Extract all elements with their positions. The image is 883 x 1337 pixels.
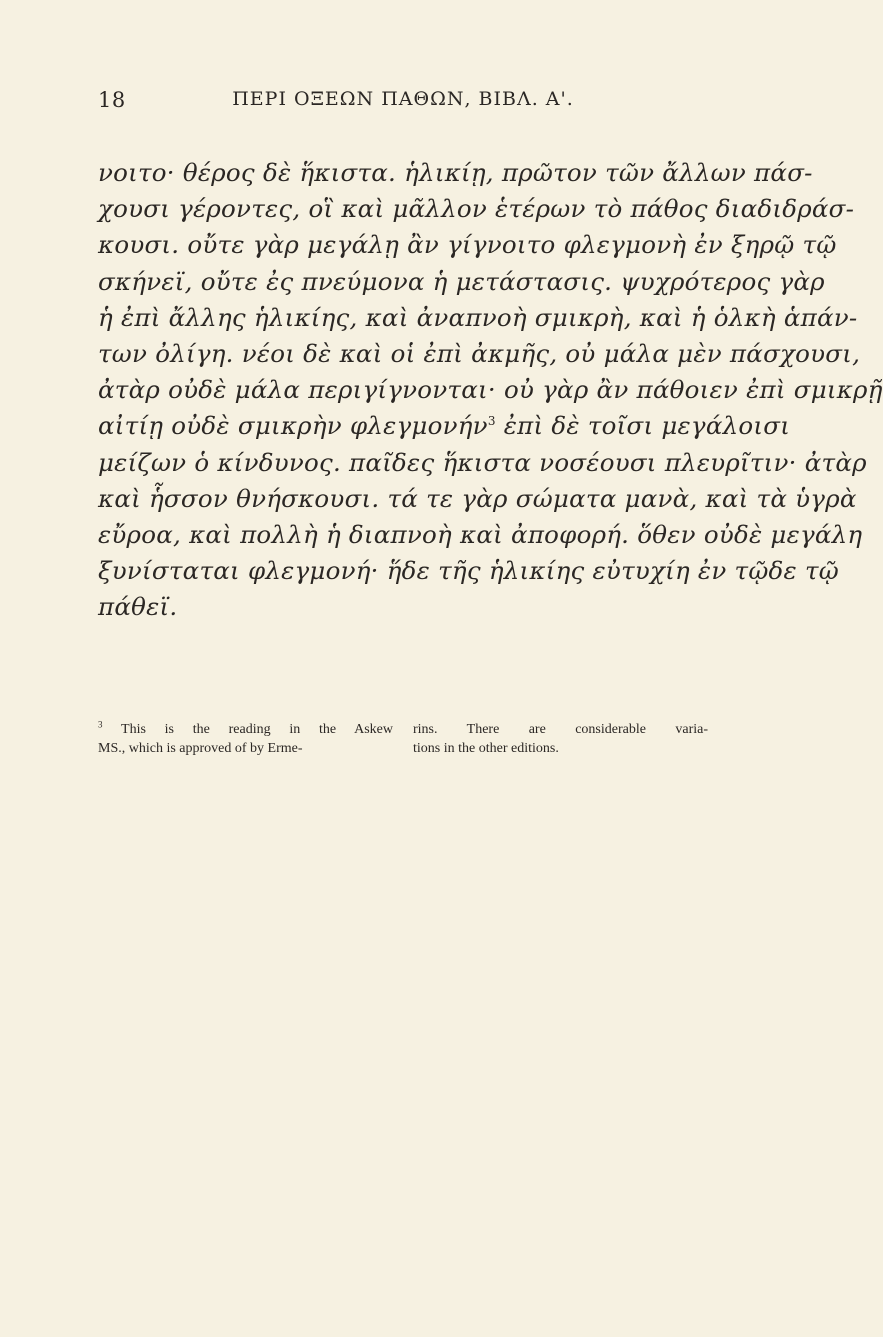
text-line: των ὀλίγη. νέοι δὲ καὶ οἱ ἐπὶ ἀκμῆς, οὐ μάλα μὲν πάσχουσι,: [98, 339, 861, 369]
text-line: καὶ ἧσσον θνήσκουσι. τά τε γὰρ σώματα μανὰ, καὶ τὰ ὑγρὰ: [98, 483, 857, 513]
text-line: εὔροα, καὶ πολλὴ ἡ διαπνοὴ καὶ ἀποφορή. ὅθεν οὐδὲ μεγάλη: [98, 520, 863, 550]
text-line: ἡ ἐπὶ ἄλλης ἡλικίης, καὶ ἀναπνοὴ σμικρὴ, καὶ ἡ ὁλκὴ ἁπάν-: [98, 302, 858, 332]
footnote-marker: 3: [98, 719, 103, 730]
footnote-left-column: [98, 720, 393, 758]
text-line: ξυνίσταται φλεγμονή· ἥδε τῆς ἡλικίης εὐτυχίη ἐν τῷδε τῷ: [98, 556, 840, 586]
footnote: [98, 720, 708, 758]
footnote-line: rins. There are considerable varia-: [413, 722, 708, 737]
text-line: νοιτο· θέρος δὲ ἥκιστα. ἡλικίῃ, πρῶτον τῶν ἄλλων πάσ-: [98, 158, 813, 187]
running-header: [98, 88, 708, 118]
text-line: πάθεϊ.: [98, 592, 178, 622]
footnote-line: tions in the other editions.: [413, 741, 559, 756]
footnote-line: MS., which is approved of by Erme-: [98, 741, 303, 756]
text-line: χουσι γέροντες, οἳ καὶ μᾶλλον ἑτέρων τὸ πάθος διαδιδράσ-: [98, 194, 855, 224]
text-line: ἀτὰρ οὐδὲ μάλα περιγίγνονται· οὐ γὰρ ἂν πάθοιεν ἐπὶ σμικρῇ: [98, 375, 883, 405]
text-line-with-footnote-ref: [98, 408, 791, 444]
greek-main-text: [98, 155, 883, 626]
footnote-line: [98, 720, 393, 739]
page-number: 18: [98, 88, 126, 112]
text-line: μείζων ὁ κίνδυνος. παῖδες ἥκιστα νοσέουσι πλευρῖτιν· ἀτὰρ: [98, 447, 867, 477]
text-segment: αἰτίῃ οὐδὲ σμικρὴν φλεγμονήν: [98, 411, 488, 441]
text-line: σκήνεϊ, οὔτε ἐς πνεύμονα ἡ μετάστασις. ψυχρότερος γὰρ: [98, 266, 825, 296]
text-segment: ἐπὶ δὲ τοῖσι μεγάλοισι: [503, 411, 791, 441]
text-line: κουσι. οὔτε γὰρ μεγάλῃ ἂν γίγνοιτο φλεγμονὴ ἐν ξηρῷ τῷ: [98, 230, 837, 260]
footnote-right-column: [413, 720, 708, 758]
footnote-text: This is the reading in the Askew: [121, 722, 393, 737]
running-head-title: ΠΕΡΙ ΟΞΕΩΝ ΠΑΘΩΝ, ΒΙΒΛ. Α'.: [232, 88, 574, 110]
footnote-reference[interactable]: 3: [487, 414, 496, 429]
